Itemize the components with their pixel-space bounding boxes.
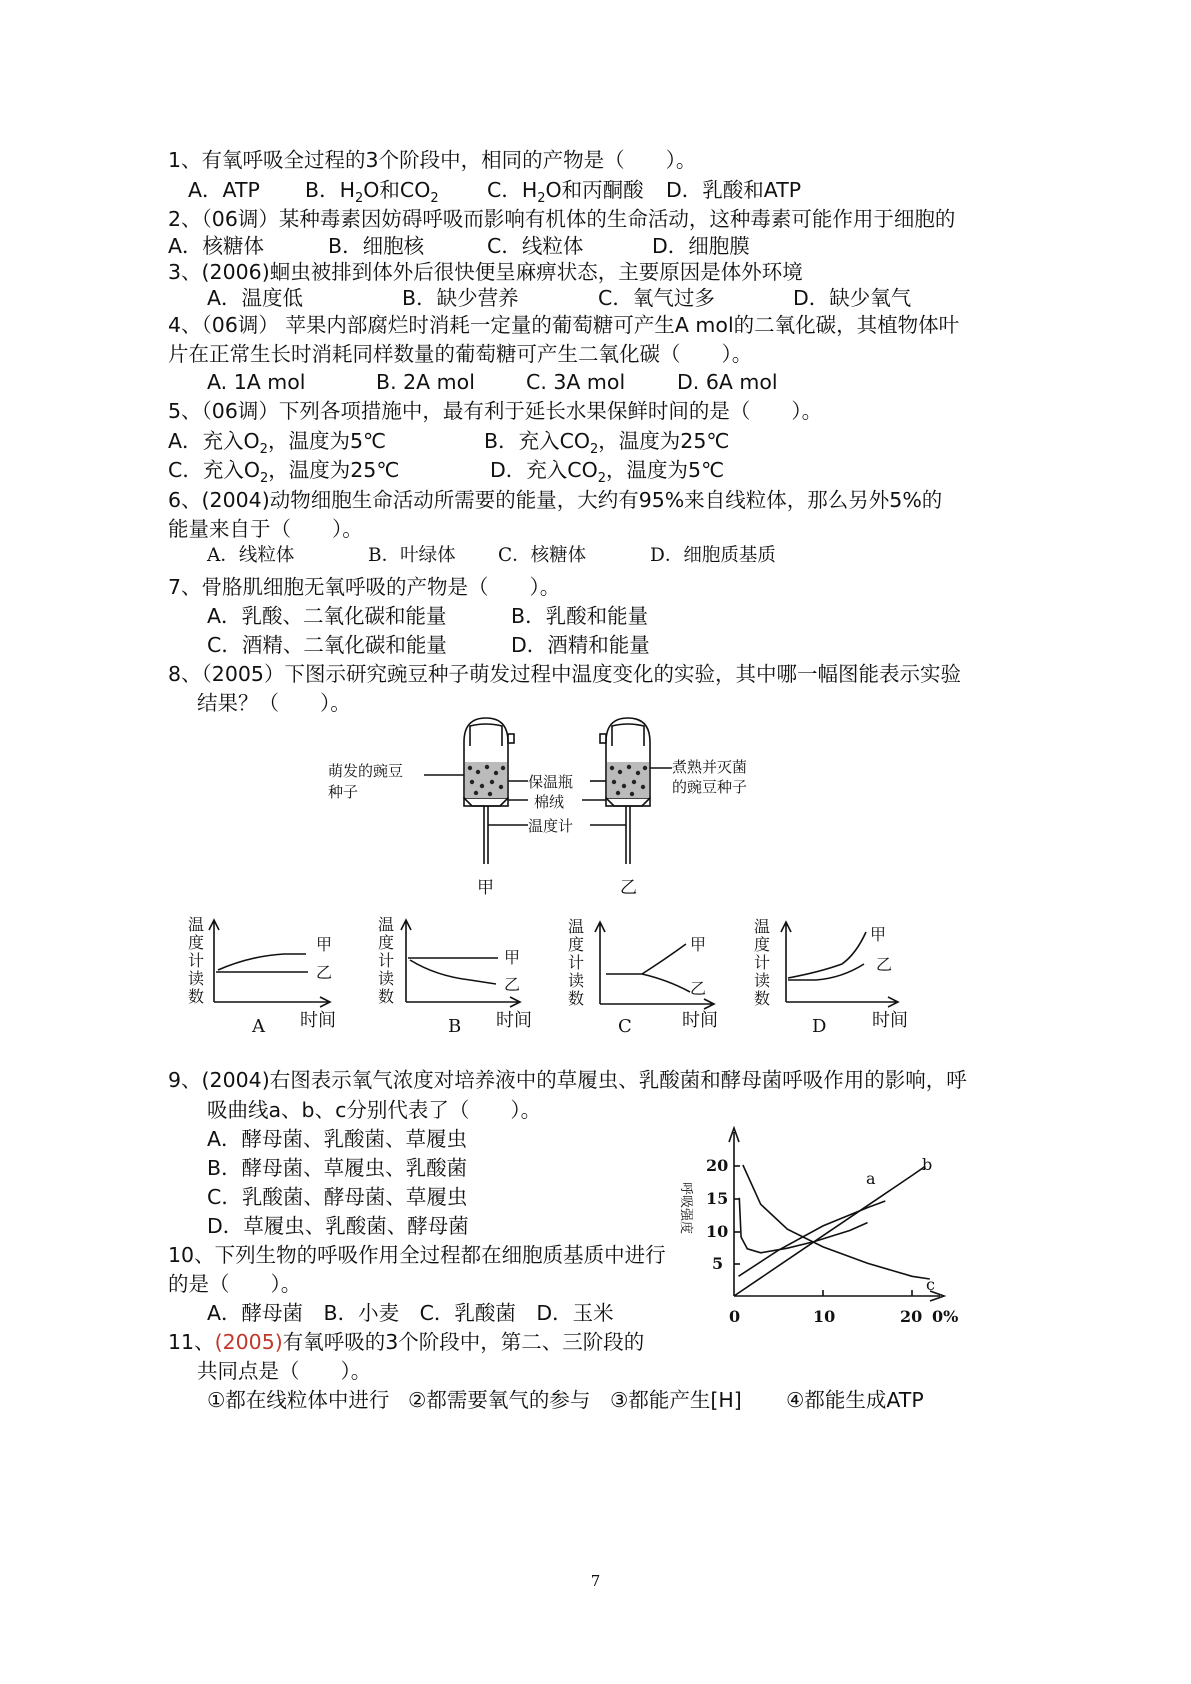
graph-a-letter: A	[252, 1016, 265, 1037]
graph-b-ylabel-2: 度	[378, 933, 395, 952]
graph-c-ylabel-4: 读	[568, 971, 585, 990]
curve-b-label: b	[922, 1155, 933, 1174]
q9-option-c: C．乳酸菌、酵母菌、草履虫	[207, 1185, 468, 1209]
graph-b-ylabel-4: 读	[378, 969, 395, 988]
graph-b-xlabel: 时间	[496, 1010, 532, 1031]
ytick-15: 15	[706, 1189, 729, 1208]
curve-b	[734, 1166, 925, 1296]
graph-c-label-yi: 乙	[690, 979, 707, 998]
graph-a-xlabel: 时间	[300, 1010, 336, 1031]
graph-d-ylabel-3: 计	[754, 953, 771, 972]
q4-option-d: D. 6A mol	[677, 370, 778, 394]
graph-b-label-jia: 甲	[504, 948, 521, 967]
ytick-10: 10	[706, 1222, 729, 1241]
graph-b-letter: B	[448, 1016, 462, 1037]
q11-stem-line1: 11、(2005)有氧呼吸的3个阶段中，第二、三阶段的	[168, 1330, 645, 1354]
q6-stem-line2: 能量来自于（ ）。	[168, 517, 363, 541]
q3-option-d: D．缺少氧气	[793, 286, 912, 310]
label-thermos: 保温瓶	[528, 773, 574, 791]
chart-y-axis	[729, 1128, 739, 1296]
curve-a-label: a	[866, 1169, 876, 1188]
flask-jia-label: 甲	[477, 878, 494, 898]
q9-stem-line1: 9、(2004)右图表示氧气浓度对培养液中的草履虫、乳酸菌和酵母菌呼吸作用的影响，呼	[168, 1068, 967, 1092]
graph-d-ylabel-4: 读	[754, 971, 771, 990]
q11-option-1: ①都在线粒体中进行	[207, 1388, 390, 1412]
q7-option-d: D．酒精和能量	[511, 633, 650, 657]
graph-d-label-jia: 甲	[870, 925, 887, 944]
right-seed-label-1: 煮熟并灭菌	[672, 758, 748, 776]
xtick-10: 10	[813, 1307, 836, 1326]
graph-a-ylabel-5: 数	[188, 987, 205, 1006]
q11-option-4: ④都能生成ATP	[786, 1388, 924, 1412]
right-seed-label-2: 的豌豆种子	[672, 778, 748, 796]
graph-d-xlabel: 时间	[872, 1010, 908, 1031]
xtick-20: 20	[900, 1307, 923, 1326]
x-axis-label: 0%	[932, 1307, 959, 1326]
q1-option-c: C．$H_2O$和丙酮酸	[487, 178, 644, 207]
q11-option-2: ②都需要氧气的参与	[408, 1388, 591, 1412]
graph-a-label-yi: 乙	[316, 963, 333, 982]
curve-lactic-dip	[739, 1198, 867, 1253]
curve-a	[739, 1201, 886, 1276]
q6-option-b: B．叶绿体	[368, 545, 456, 566]
graph-c-ylabel-1: 温	[568, 917, 585, 936]
ytick-20: 20	[706, 1156, 729, 1175]
q1-option-a: A．ATP	[188, 178, 260, 202]
q2-option-a: A．核糖体	[168, 234, 265, 258]
q1-stem: 1、有氧呼吸全过程的3个阶段中，相同的产物是（ ）。	[168, 148, 697, 172]
graph-b-ylabel-5: 数	[378, 987, 395, 1006]
q5-option-d: D．充入$CO_2$，温度为5℃	[490, 458, 725, 487]
graph-a-ylabel-2: 度	[188, 933, 205, 952]
graph-b-label-yi: 乙	[504, 975, 521, 994]
graph-c-jia	[606, 944, 686, 974]
q8-answer-graphs	[180, 908, 940, 1040]
page-number: 7	[590, 1572, 601, 1590]
curve-c-label: c	[926, 1275, 935, 1294]
q2-stem: 2、（06调）某种毒素因妨碍呼吸而影响有机体的生命活动，这种毒素可能作用于细胞的	[168, 207, 956, 231]
q1-option-d: D．乳酸和ATP	[666, 178, 802, 202]
q6-option-a: A．线粒体	[207, 545, 295, 566]
q2-option-d: D．细胞膜	[652, 234, 750, 258]
q5-option-c: C．充入$O_2$，温度为25℃	[168, 458, 400, 487]
graph-d-label-yi: 乙	[876, 955, 893, 974]
q5-stem: 5、（06调）下列各项措施中，最有利于延长水果保鲜时间的是（ ）。	[168, 399, 823, 423]
q3-stem: 3、(2006)蛔虫被排到体外后很快便呈麻痹状态，主要原因是体外环境	[168, 260, 803, 284]
graph-b-ylabel-1: 温	[378, 915, 395, 934]
q4-option-a: A. 1A mol	[207, 370, 306, 394]
q6-option-c: C．核糖体	[498, 545, 587, 566]
q10-stem-line2: 的是（ ）。	[168, 1272, 302, 1296]
graph-a-ylabel-1: 温	[188, 915, 205, 934]
graph-a-label-jia: 甲	[316, 935, 333, 954]
left-seed-label-1: 萌发的豌豆	[328, 762, 404, 780]
q9-respiration-chart	[676, 1124, 976, 1336]
q3-option-a: A．温度低	[207, 286, 304, 310]
q4-stem-line1: 4、（06调） 苹果内部腐烂时消耗一定量的葡萄糖可产生A mol的二氧化碳，其植物体叶	[168, 313, 960, 337]
q10-stem-line1: 10、下列生物的呼吸作用全过程都在细胞质基质中进行	[168, 1243, 666, 1267]
q8-stem-line1: 8、（2005）下图示研究豌豆种子萌发过程中温度变化的实验，其中哪一幅图能表示实验	[168, 662, 961, 686]
y-axis-label: 呼吸强度	[678, 1182, 693, 1235]
label-thermometer: 温度计	[528, 817, 574, 835]
q4-option-c: C. 3A mol	[526, 370, 626, 394]
graph-a-ylabel-4: 读	[188, 969, 205, 988]
q11-option-3: ③都能产生[H]	[610, 1388, 742, 1412]
graph-d-letter: D	[812, 1016, 827, 1037]
graph-c-ylabel-3: 计	[568, 953, 585, 972]
graph-d-ylabel-2: 度	[754, 935, 771, 954]
flask-yi-label: 乙	[620, 878, 637, 898]
q7-stem: 7、骨胳肌细胞无氧呼吸的产物是（ ）。	[168, 575, 561, 599]
graph-a-ylabel-3: 计	[188, 951, 205, 970]
q2-option-b: B．细胞核	[328, 234, 425, 258]
q11-stem-line2: 共同点是（ ）。	[197, 1359, 372, 1383]
graph-a-jia	[218, 954, 306, 970]
graph-c-ylabel-2: 度	[568, 935, 585, 954]
graph-c-letter: C	[618, 1016, 632, 1037]
q2-option-c: C．线粒体	[487, 234, 584, 258]
graph-d-ylabel-5: 数	[754, 989, 771, 1008]
q7-option-c: C．酒精、二氧化碳和能量	[207, 633, 447, 657]
label-cotton: 棉绒	[534, 793, 565, 811]
graph-c-xlabel: 时间	[682, 1010, 718, 1031]
q5-option-b: B．充入$CO_2$，温度为25℃	[484, 429, 730, 458]
q8-stem-line2: 结果？（ ）。	[197, 691, 351, 715]
q5-option-a: A．充入$O_2$，温度为5℃	[168, 429, 387, 458]
q7-option-a: A．乳酸、二氧化碳和能量	[207, 604, 447, 628]
q8-apparatus-figure	[320, 712, 780, 900]
q9-stem-line2: 吸曲线a、b、c分别代表了（ ）。	[207, 1098, 542, 1122]
graph-d-jia	[788, 932, 866, 978]
graph-d-ylabel-1: 温	[754, 917, 771, 936]
graph-b-yi	[410, 960, 496, 984]
q6-option-d: D．细胞质基质	[650, 545, 776, 566]
graph-b-ylabel-3: 计	[378, 951, 395, 970]
q3-option-b: B．缺少营养	[402, 286, 519, 310]
graph-c-label-jia: 甲	[690, 935, 707, 954]
graph-c-yi	[642, 974, 690, 992]
ytick-5: 5	[712, 1254, 724, 1273]
q4-option-b: B. 2A mol	[376, 370, 475, 394]
graph-c-ylabel-5: 数	[568, 989, 585, 1008]
left-seed-label-2: 种子	[328, 783, 359, 801]
graph-d-yi	[788, 964, 864, 980]
q4-stem-line2: 片在正常生长时消耗同样数量的葡萄糖可产生二氧化碳（ ）。	[168, 342, 753, 366]
q10-options: A．酵母菌 B．小麦 C．乳酸菌 D．玉米	[207, 1301, 614, 1325]
q7-option-b: B．乳酸和能量	[511, 604, 649, 628]
q9-option-d: D．草履虫、乳酸菌、酵母菌	[207, 1214, 469, 1238]
q1-option-b: B．$H_2O$和$CO_2$	[305, 178, 439, 207]
q9-option-b: B．酵母菌、草履虫、乳酸菌	[207, 1156, 468, 1180]
xtick-0: 0	[729, 1307, 741, 1326]
q3-option-c: C．氧气过多	[598, 286, 715, 310]
q6-stem-line1: 6、(2004)动物细胞生命活动所需要的能量，大约有95%来自线粒体，那么另外5%的	[168, 488, 943, 512]
q9-option-a: A．酵母菌、乳酸菌、草履虫	[207, 1127, 468, 1151]
